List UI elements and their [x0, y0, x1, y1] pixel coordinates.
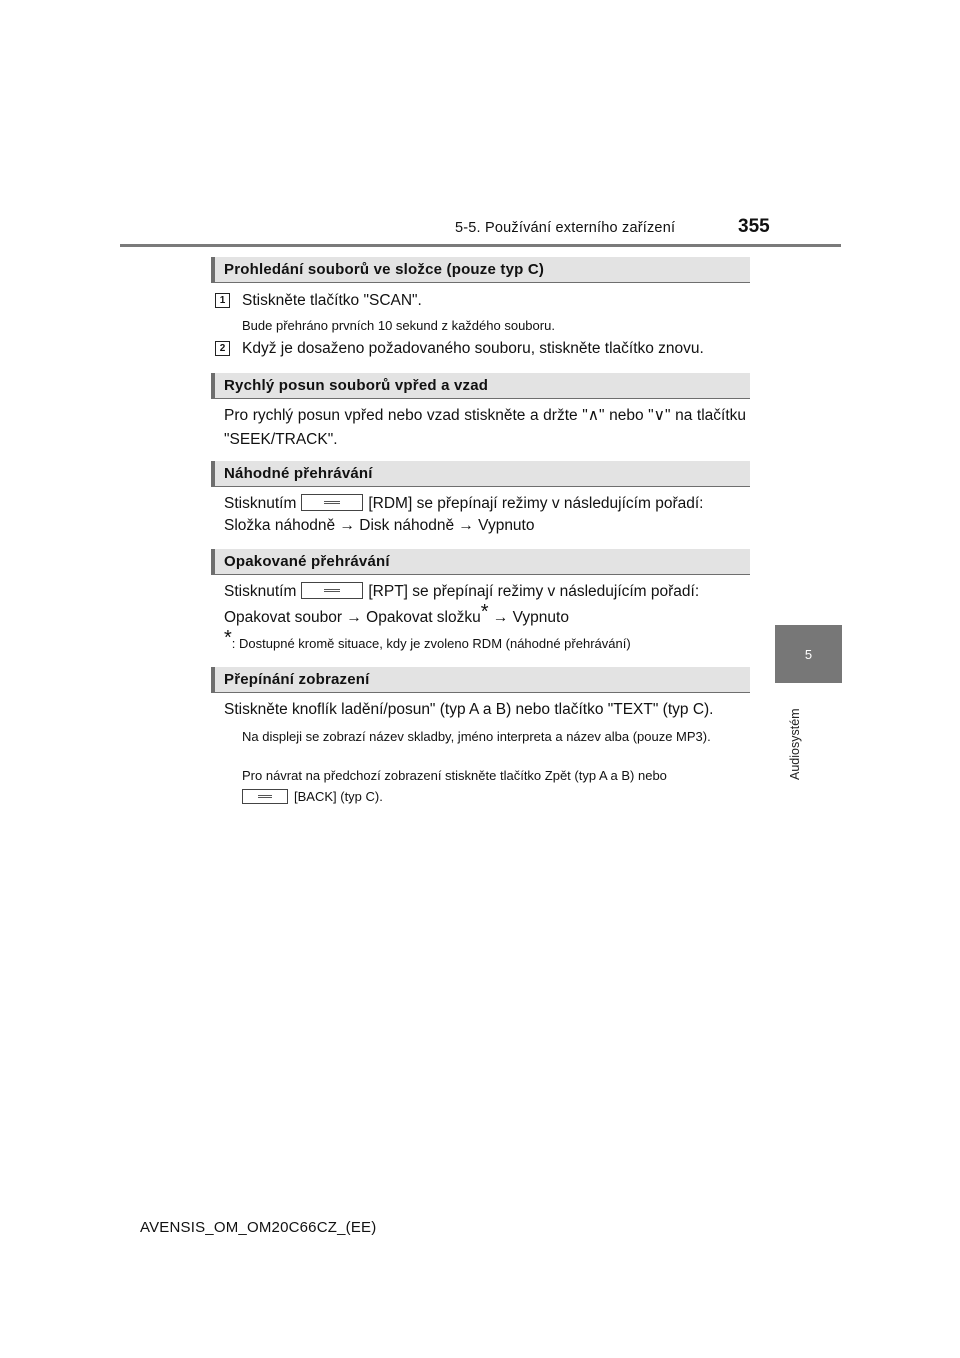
repeat-text-before: Stisknutím	[224, 583, 297, 600]
section-heading-repeat	[211, 549, 750, 575]
display-paragraph: Stiskněte knoflík ladění/posun" (typ A a B) nebo tlačítko "TEXT" (typ C).	[224, 701, 714, 718]
asterisk-mark: *	[480, 601, 489, 623]
repeat-sequence	[224, 601, 569, 630]
section-heading-scan	[211, 257, 750, 283]
random-paragraph	[224, 492, 703, 516]
step-note-1: Bude přehráno prvních 10 sekund z každého souboru.	[242, 318, 555, 333]
header-rule	[120, 244, 841, 247]
page-number: 355	[738, 216, 770, 237]
footnote-text: : Dostupné kromě situace, kdy je zvoleno RDM (náhodné přehrávání)	[231, 636, 631, 651]
display-note-2b	[242, 788, 383, 806]
repeat-sequence-b: → Vypnuto	[488, 609, 569, 626]
display-note-2b-text: [BACK] (typ C).	[294, 789, 383, 804]
seek-paragraph: Pro rychlý posun vpřed nebo vzad stiskněte a držte "∧" nebo "∨" na tlačítku "SEEK/TRACK".	[224, 407, 746, 448]
chapter-label-text: Audiosystém	[788, 708, 802, 780]
section-heading-display	[211, 667, 750, 693]
footnote-asterisk: *	[224, 627, 232, 649]
step-number-1: 1	[215, 293, 230, 308]
running-header: 5-5. Používání externího zařízení	[455, 220, 676, 236]
random-sequence: Složka náhodně → Disk náhodně → Vypnuto	[224, 517, 535, 534]
repeat-sequence-a: Opakovat soubor → Opakovat složku	[224, 609, 481, 626]
display-note-2a: Pro návrat na předchozí zobrazení stiskněte tlačítko Zpět (typ A a B) nebo	[242, 768, 667, 783]
section-heading-seek	[211, 373, 750, 399]
random-text-after: [RDM] se přepínají režimy v následujícím pořadí:	[368, 495, 704, 512]
display-note-1: Na displeji se zobrazí název skladby, jméno interpreta a název alba (pouze MP3).	[242, 729, 711, 744]
section-title: Přepínání zobrazení	[224, 671, 370, 688]
chapter-tab	[775, 625, 842, 683]
repeat-paragraph	[224, 580, 699, 604]
section-title: Opakované přehrávání	[224, 553, 390, 570]
section-title: Rychlý posun souborů vpřed a vzad	[224, 377, 489, 394]
rpt-key-icon	[301, 582, 363, 599]
chapter-number: 5	[804, 646, 813, 662]
step-text-1: Stiskněte tlačítko "SCAN".	[242, 292, 422, 309]
random-text-before: Stisknutím	[224, 495, 297, 512]
document-id: AVENSIS_OM_OM20C66CZ_(EE)	[140, 1219, 377, 1236]
rdm-key-icon	[301, 494, 363, 511]
repeat-footnote	[224, 627, 631, 653]
section-title: Prohledání souborů ve složce (pouze typ C)	[224, 261, 545, 278]
back-key-icon	[242, 789, 288, 804]
chapter-label	[788, 690, 804, 780]
repeat-text-after: [RPT] se přepínají režimy v následujícím pořadí:	[368, 583, 700, 600]
section-heading-random	[211, 461, 750, 487]
step-number-2: 2	[215, 341, 230, 356]
step-text-2: Když je dosaženo požadovaného souboru, stiskněte tlačítko znovu.	[242, 340, 704, 357]
section-title: Náhodné přehrávání	[224, 465, 373, 482]
